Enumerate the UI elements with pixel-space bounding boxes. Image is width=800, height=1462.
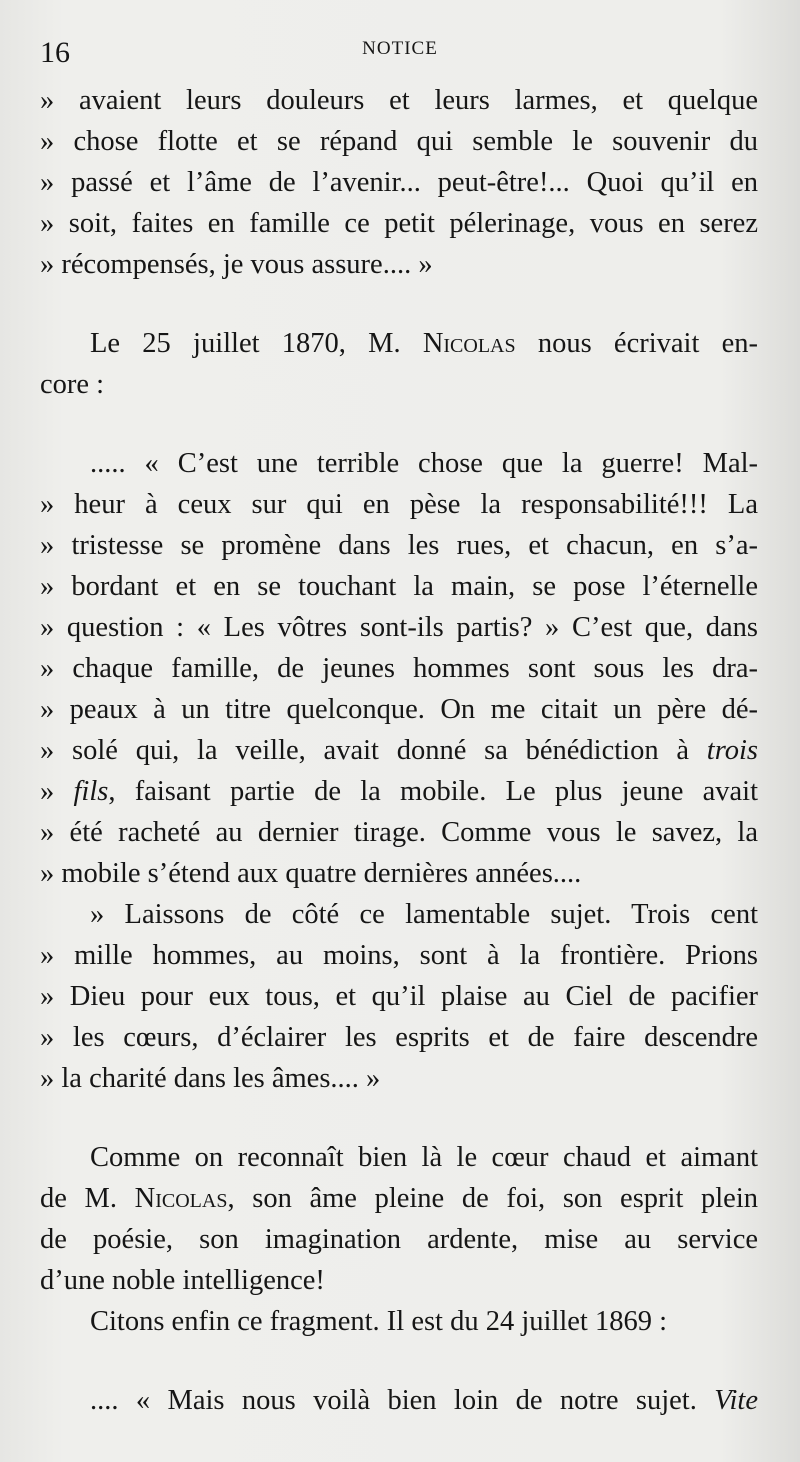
text-line: Le 25 juillet 1870, M. Nicolas nous écrivait en-: [90, 328, 758, 359]
page-number: 16: [40, 36, 70, 69]
text-line: » passé et l’âme de l’avenir... peut-être!... Quoi qu’il en: [40, 167, 758, 198]
text-line: » chose flotte et se répand qui semble le souvenir du: [40, 126, 758, 157]
text-line: » chaque famille, de jeunes hommes sont sous les dra-: [40, 653, 758, 684]
text-line: » la charité dans les âmes.... »: [40, 1063, 381, 1094]
author-name: Nicolas: [422, 328, 516, 359]
text-line: » soit, faites en famille ce petit pélerinage, vous en serez: [40, 208, 758, 239]
text-line: » tristesse se promène dans les rues, et chacun, en s’a-: [40, 530, 758, 561]
text-line: » solé qui, la veille, avait donné sa bénédiction à trois: [40, 735, 758, 766]
text-line: » mobile s’étend aux quatre dernières années....: [40, 858, 582, 889]
running-title: NOTICE: [362, 38, 438, 59]
text-line: d’une noble intelligence!: [40, 1265, 325, 1296]
text-line: Comme on reconnaît bien là le cœur chaud et aimant: [90, 1142, 758, 1173]
text-line: de poésie, son imagination ardente, mise au service: [40, 1224, 758, 1255]
text-line: » avaient leurs douleurs et leurs larmes, et quelque: [40, 85, 758, 116]
text-line: de M. Nicolas, son âme pleine de foi, son esprit plein: [40, 1183, 758, 1214]
text-line: » question : « Les vôtres sont-ils partis? » C’est que, dans: [40, 612, 758, 643]
text-line: core :: [40, 369, 105, 400]
page-header: [40, 36, 760, 76]
text-line: .... « Mais nous voilà bien loin de notre sujet. Vite: [90, 1385, 758, 1416]
text-line: » mille hommes, au moins, sont à la frontière. Prions: [40, 940, 758, 971]
author-name: Nicolas: [134, 1183, 228, 1214]
text-line: » les cœurs, d’éclairer les esprits et de faire descendre: [40, 1022, 758, 1053]
text-line: » récompensés, je vous assure.... »: [40, 249, 433, 280]
text-line: ..... « C’est une terrible chose que la guerre! Mal-: [90, 448, 758, 479]
text-line: » Laissons de côté ce lamentable sujet. Trois cent: [90, 899, 758, 930]
text-line: » bordant et en se touchant la main, se pose l’éternelle: [40, 571, 758, 602]
text-line: » Dieu pour eux tous, et qu’il plaise au Ciel de pacifier: [40, 981, 758, 1012]
text-line: » heur à ceux sur qui en pèse la responsabilité!!! La: [40, 489, 758, 520]
text-line: » peaux à un titre quelconque. On me citait un père dé-: [40, 694, 758, 725]
text-line: » fils, faisant partie de la mobile. Le plus jeune avait: [40, 776, 758, 807]
text-line: » été racheté au dernier tirage. Comme vous le savez, la: [40, 817, 758, 848]
body-text: [40, 80, 758, 1421]
text-line: Citons enfin ce fragment. Il est du 24 juillet 1869 :: [90, 1306, 668, 1337]
